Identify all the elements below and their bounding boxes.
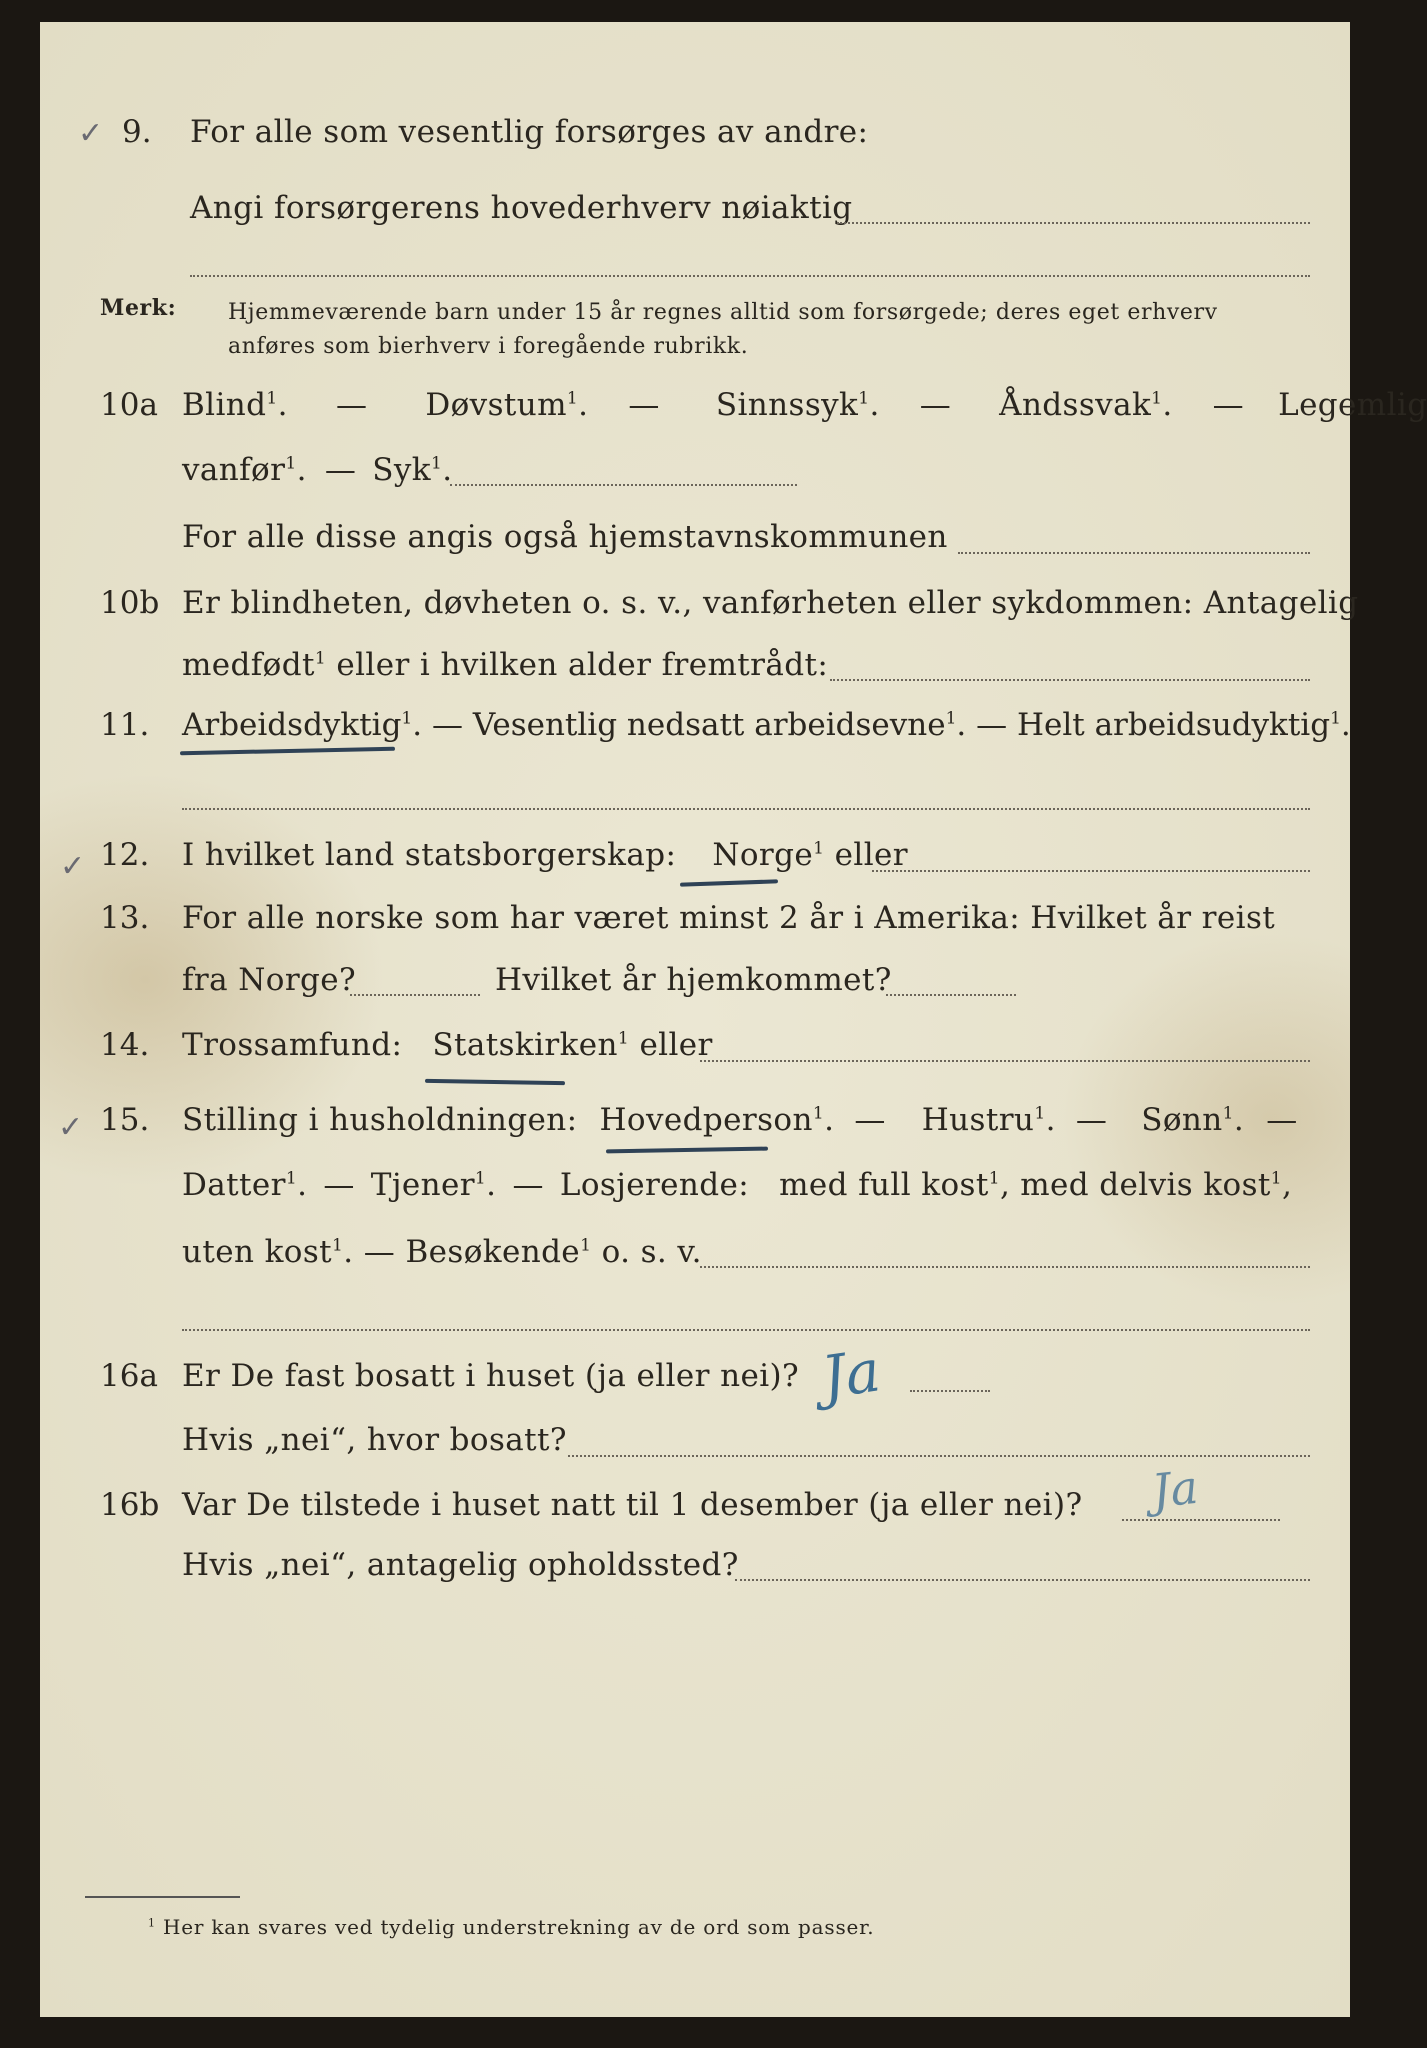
answer-line[interactable] <box>886 994 1016 996</box>
option-syk[interactable]: Syk <box>372 452 431 488</box>
question-15-number: 15. <box>100 1102 150 1138</box>
question-13-number: 13. <box>100 900 150 936</box>
answer-line[interactable] <box>700 1060 1310 1062</box>
question-10a-options: Blind$^1$. — Døvstum$^1$. — Sinnssyk$^1$. — Åndssvak$^1$. — Legemlig <box>182 387 1427 423</box>
checkmark-icon: ✓ <box>60 849 86 884</box>
question-13-text-2b: Hvilket år hjemkommet? <box>495 962 892 998</box>
option-sinnssyk[interactable]: Sinnssyk <box>715 387 859 423</box>
answer-line[interactable] <box>1122 1519 1280 1521</box>
question-15-text-2: Datter$^1$. — Tjener$^1$. — Losjerende: med full kost$^1$, med delvis kost$^1$, <box>182 1167 1293 1203</box>
question-14-number: 14. <box>100 1027 150 1063</box>
question-15-text: Stilling i husholdningen: Hovedperson$^1$. — Hustru$^1$. — Sønn$^1$. — <box>182 1102 1298 1138</box>
answer-line[interactable] <box>182 1329 1310 1331</box>
option-dovstum[interactable]: Døvstum <box>425 387 567 423</box>
option-losjerende: Losjerende: <box>559 1167 750 1203</box>
answer-line[interactable] <box>182 808 1310 810</box>
question-16a-text: Er De fast bosatt i huset (ja eller nei)? <box>182 1358 800 1394</box>
handwritten-underline <box>606 1147 768 1154</box>
question-10a-number: 10a <box>100 387 158 423</box>
question-16b-text: Var De tilstede i huset natt til 1 desember (ja eller nei)? <box>182 1487 1083 1523</box>
option-statskirken[interactable]: Statskirken <box>432 1027 618 1063</box>
question-10b-text: Er blindheten, døvheten o. s. v., vanførheten eller sykdommen: Antagelig <box>182 585 1359 621</box>
handwritten-answer: Ja <box>1149 1459 1201 1519</box>
census-form-page <box>40 22 1427 2017</box>
answer-line[interactable] <box>450 484 797 486</box>
option-delvis-kost[interactable]: med delvis kost <box>1020 1167 1271 1203</box>
answer-line[interactable] <box>568 1455 1310 1457</box>
answer-line[interactable] <box>190 275 1310 277</box>
question-10b-text-2: medfødt$^1$ eller i hvilken alder fremtrådt: <box>182 647 829 683</box>
option-hustru[interactable]: Hustru <box>921 1102 1035 1138</box>
question-10a-options-2: vanfør$^1$. — Syk$^1$. <box>182 452 453 488</box>
question-16a-text-2: Hvis „nei“, hvor bosatt? <box>182 1422 567 1458</box>
option-tjener[interactable]: Tjener <box>370 1167 475 1203</box>
answer-line[interactable] <box>910 1390 990 1392</box>
question-16b-text-2: Hvis „nei“, antagelig opholdssted? <box>182 1547 739 1583</box>
answer-line[interactable] <box>735 1579 1310 1581</box>
option-legemlig[interactable]: Legemlig <box>1278 387 1427 423</box>
question-12-number: 12. <box>100 837 150 873</box>
note-text: Hjemmeværende barn under 15 år regnes alltid som forsørgede; deres eget erhverv <box>228 300 1218 325</box>
question-11-options: Arbeidsdyktig$^1$. — Vesentlig nedsatt arbeidsevne$^1$. — Helt arbeidsudyktig$^1$. <box>182 707 1351 743</box>
question-15-text-3: uten kost$^1$. — Besøkende$^1$ o. s. v. <box>182 1234 702 1270</box>
option-hovedperson[interactable]: Hovedperson <box>599 1102 813 1138</box>
option-sonn[interactable]: Sønn <box>1141 1102 1223 1138</box>
question-10a-text-3: For alle disse angis også hjemstavnskommunen <box>182 519 948 555</box>
option-vanfor[interactable]: vanfør <box>182 452 286 488</box>
footnote: $^1$ Her kan svares ved tydelig understrekning av de ord som passer. <box>148 1915 875 1939</box>
option-besokende[interactable]: Besøkende <box>405 1234 581 1270</box>
question-16b-number: 16b <box>100 1487 160 1523</box>
answer-line[interactable] <box>350 994 480 996</box>
option-blind[interactable]: Blind <box>182 387 267 423</box>
checkmark-icon: ✓ <box>78 116 104 151</box>
question-12-text: I hvilket land statsborgerskap: Norge$^1$ eller <box>182 837 908 873</box>
option-full-kost[interactable]: med full kost <box>779 1167 989 1203</box>
question-9-text: For alle som vesentlig forsørges av andre: <box>190 114 869 150</box>
note-text-2: anføres som bierhverv i foregående rubrikk. <box>228 334 749 359</box>
answer-line[interactable] <box>830 679 1310 681</box>
note-label: Merk: <box>100 295 177 321</box>
option-datter[interactable]: Datter <box>182 1167 286 1203</box>
footnote-rule <box>85 1896 240 1898</box>
question-14-text: Trossamfund: Statskirken$^1$ eller <box>182 1027 713 1063</box>
option-arbeidsdyktig[interactable]: Arbeidsdyktig <box>182 707 402 743</box>
option-norge[interactable]: Norge <box>712 837 814 873</box>
answer-line[interactable] <box>958 552 1310 554</box>
option-uten-kost[interactable]: uten kost <box>182 1234 333 1270</box>
answer-line[interactable] <box>837 222 1310 224</box>
handwritten-underline <box>180 747 395 756</box>
question-11-number: 11. <box>100 707 150 743</box>
answer-line[interactable] <box>872 870 1310 872</box>
option-andssvak[interactable]: Åndssvak <box>999 387 1152 423</box>
answer-line[interactable] <box>700 1266 1310 1268</box>
checkmark-icon: ✓ <box>58 1110 84 1145</box>
question-9-text-2: Angi forsørgerens hovederhverv nøiaktig <box>190 190 853 226</box>
question-13-text-2a: fra Norge? <box>182 962 357 998</box>
question-9-number: 9. <box>122 114 152 150</box>
option-medfodt[interactable]: medfødt <box>182 647 315 683</box>
handwritten-underline <box>680 879 778 886</box>
handwritten-answer: Ja <box>817 1336 885 1412</box>
question-10b-number: 10b <box>100 585 160 621</box>
question-16a-number: 16a <box>100 1358 158 1394</box>
handwritten-underline <box>425 1079 565 1085</box>
question-13-text: For alle norske som har været minst 2 år i Amerika: Hvilket år reist <box>182 900 1276 936</box>
